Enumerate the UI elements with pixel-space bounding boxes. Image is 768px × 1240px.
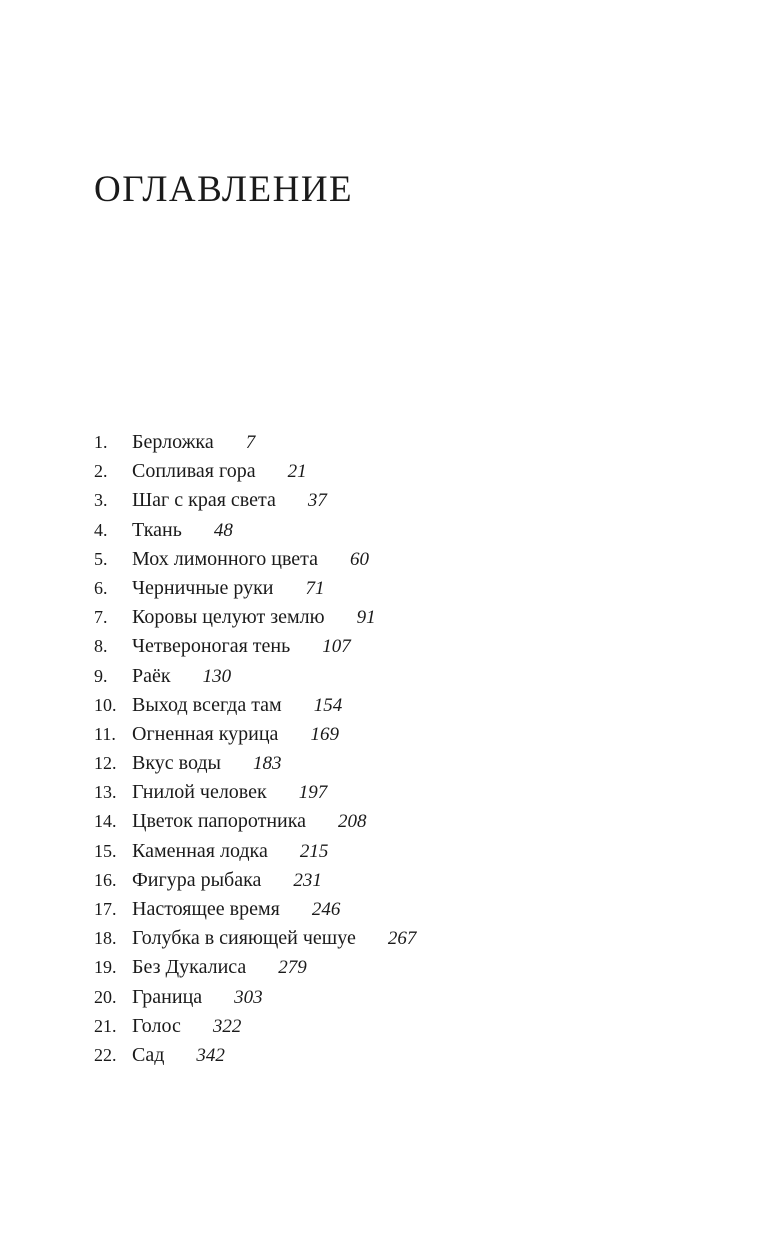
chapter-title: Настоящее время <box>132 898 280 920</box>
chapter-title: Черничные руки <box>132 576 274 599</box>
page-number: 130 <box>202 665 232 687</box>
chapter-title: Мох лимонного цвета <box>132 547 319 570</box>
chapter-number: 2. <box>94 461 108 482</box>
page-number: 208 <box>338 811 367 833</box>
chapter-title: Выход всегда там <box>132 693 282 716</box>
chapter-number: 20. <box>94 986 117 1007</box>
page-number: 91 <box>356 607 376 629</box>
toc-entry <box>94 895 416 924</box>
chapter-title: Каменная лодка <box>132 839 268 862</box>
page-number: 279 <box>278 957 307 979</box>
chapter-title: Гнилой человек <box>132 781 267 804</box>
page-number: 197 <box>298 782 328 804</box>
chapter-title: Коровы целуют землю <box>132 606 325 629</box>
chapter-title: Без Дукалиса <box>132 956 247 979</box>
toc-entry <box>94 924 416 953</box>
page-number: 107 <box>322 636 351 658</box>
toc-entry <box>94 603 416 632</box>
toc-entry <box>94 1041 416 1070</box>
chapter-number: 4. <box>94 519 108 540</box>
page-number: 342 <box>196 1044 225 1066</box>
toc-entry <box>94 662 416 691</box>
chapter-number: 1. <box>94 432 108 452</box>
chapter-number: 11. <box>94 723 116 744</box>
chapter-number: 10. <box>94 694 117 715</box>
toc-entry <box>94 632 416 661</box>
chapter-number: 3. <box>94 490 108 511</box>
page-number: 322 <box>212 1015 242 1037</box>
page-number: 71 <box>305 577 325 599</box>
page-number: 183 <box>253 753 282 775</box>
chapter-number: 13. <box>94 782 117 803</box>
chapter-number: 15. <box>94 840 117 861</box>
toc-entry <box>94 428 416 457</box>
chapter-number: 5. <box>94 548 108 569</box>
page-number: 154 <box>313 694 343 716</box>
toc-entry <box>94 778 416 807</box>
toc-entry <box>94 720 416 749</box>
page-title: ОГЛАВЛЕНИЕ <box>94 169 354 210</box>
chapter-title: Сад <box>132 1043 165 1066</box>
toc-entry <box>94 574 416 603</box>
chapter-number: 16. <box>94 869 117 890</box>
chapter-number: 7. <box>94 607 108 628</box>
toc-entry <box>94 516 416 545</box>
chapter-title: Ткань <box>132 518 182 541</box>
chapter-number: 19. <box>94 957 117 978</box>
page-number: 231 <box>293 869 322 891</box>
toc-entry <box>94 691 416 720</box>
toc-entry <box>94 545 416 574</box>
chapter-title: Берложка <box>132 431 214 453</box>
chapter-title: Фигура рыбака <box>132 868 262 891</box>
chapter-title: Цветок папоротника <box>132 810 307 833</box>
chapter-title: Голос <box>132 1014 181 1037</box>
table-of-contents <box>94 428 416 1070</box>
chapter-number: 17. <box>94 899 117 919</box>
chapter-title: Четвероногая тень <box>132 635 291 658</box>
toc-entry <box>94 807 416 836</box>
chapter-number: 14. <box>94 811 117 832</box>
chapter-title: Голубка в сияющей чешуе <box>132 927 356 950</box>
chapter-title: Сопливая гора <box>132 460 256 483</box>
chapter-number: 12. <box>94 753 117 774</box>
page-number: 60 <box>350 548 370 570</box>
toc-entry <box>94 866 416 895</box>
chapter-number: 22. <box>94 1044 117 1065</box>
page-number: 215 <box>299 840 329 862</box>
chapter-title: Огненная курица <box>132 722 279 745</box>
toc-entry <box>94 837 416 866</box>
chapter-number: 8. <box>94 636 108 657</box>
toc-entry <box>94 486 416 515</box>
toc-entry <box>94 983 416 1012</box>
chapter-title: Вкус воды <box>132 752 221 775</box>
chapter-title: Граница <box>132 985 203 1008</box>
page-number: 37 <box>307 490 327 512</box>
toc-entry <box>94 457 416 486</box>
chapter-number: 9. <box>94 665 108 686</box>
chapter-title: Раёк <box>132 664 171 687</box>
page-number: 48 <box>213 519 233 541</box>
chapter-number: 6. <box>94 577 108 598</box>
page-number: 169 <box>310 723 339 745</box>
chapter-title: Шаг с края света <box>132 489 276 512</box>
page-number: 303 <box>234 986 263 1008</box>
toc-entry <box>94 749 416 778</box>
page-number: 246 <box>311 899 341 920</box>
page-number: 21 <box>287 461 307 483</box>
page-number: 7 <box>245 432 256 453</box>
chapter-number: 18. <box>94 928 117 949</box>
toc-entry <box>94 1012 416 1041</box>
toc-entry <box>94 953 416 982</box>
chapter-number: 21. <box>94 1015 117 1036</box>
page-number: 267 <box>387 928 417 950</box>
